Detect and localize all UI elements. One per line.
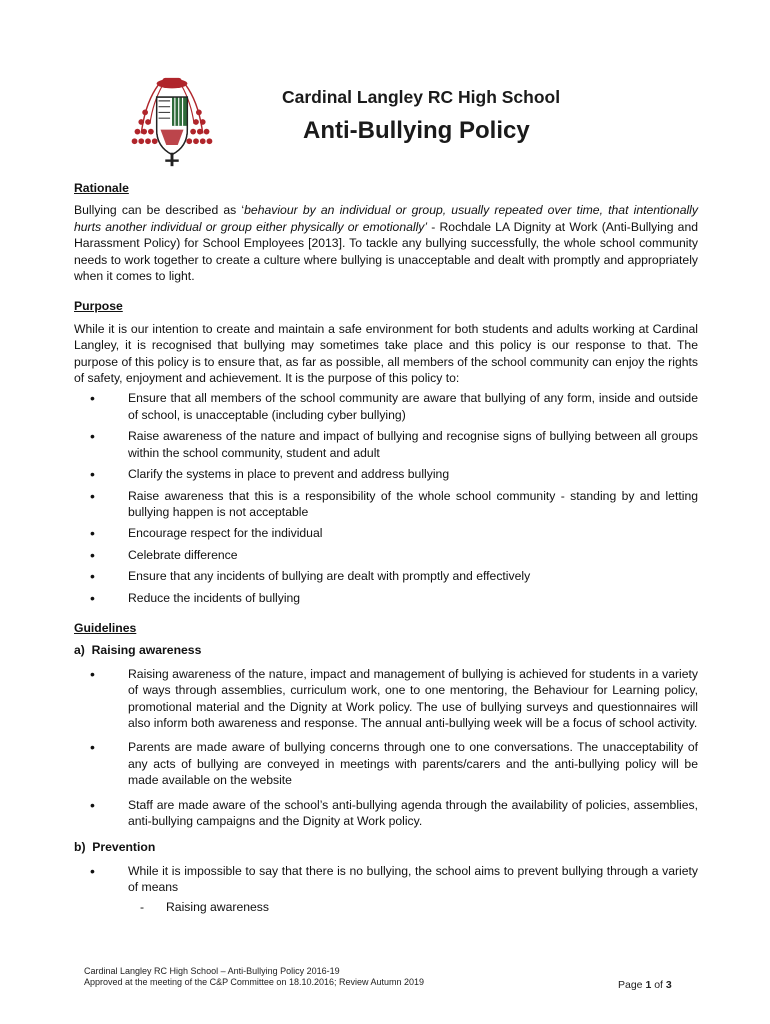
prevention-item-text: While it is impossible to say that there is no bullying, the school aims to prevent bullying through a variety of means	[128, 863, 698, 895]
raising-awareness-heading: a) Raising awareness	[74, 643, 202, 658]
page-current: 1	[645, 979, 652, 991]
list-item	[74, 863, 698, 915]
rationale-intro: Bullying can be described as ‘	[74, 203, 245, 218]
page-label: Page	[618, 979, 643, 991]
prevention-heading: b) Prevention	[74, 840, 156, 855]
list-item: • Staff are made aware of the school’s anti-bullying agenda through the availability of policies, assemblies, anti-bullying campaigns and the Dignity at Work policy.	[74, 797, 698, 830]
purpose-list	[74, 390, 698, 605]
list-item: • Ensure that any incidents of bullying are dealt with promptly and effectively	[74, 568, 698, 584]
sub-list-item: - Raising awareness	[128, 899, 698, 915]
purpose-paragraph: While it is our intention to create and maintain a safe environment for both students and adults working at Cardinal Langley, it is recognised that bullying may sometimes take place and this policy is our response to that. The purpose of this policy is to ensure that, as far as possible, all members of the school community can enjoy the rights of safety, enjoyment and achievement. It is the purpose of this policy to:	[74, 321, 698, 386]
list-item: • Ensure that all members of the school community are aware that bullying of any form, inside and outside of school, is unacceptable (including cyber bullying)	[74, 390, 698, 423]
rationale-rest: - Rochdale LA Dignity at Work (Anti-Bullying and Harassment Policy) for School Employees [2013]. To tackle any bullying successfully, the whole school community needs to work together to create a culture where bullying is unacceptable and dealt with promptly and appropriately when it comes to light.	[74, 219, 698, 284]
list-item: • Reduce the incidents of bullying	[74, 590, 698, 606]
list-item: • Raise awareness that this is a responsibility of the whole school community - standing by and letting bullying happen is not acceptable	[74, 488, 698, 521]
page-footer	[84, 966, 424, 988]
list-item: • Clarify the systems in place to prevent and address bullying	[74, 466, 698, 482]
footer-line-1: Cardinal Langley RC High School – Anti-Bullying Policy 2016-19	[84, 966, 340, 976]
purpose-heading: Purpose	[74, 299, 123, 314]
list-item: • Parents are made aware of bullying concerns through one to one conversations. The unacceptability of any acts of bullying are conveyed in meetings with parents/carers and the anti-bullying policy will be made available on the website	[74, 739, 698, 788]
document-title: Anti-Bullying Policy	[303, 117, 530, 144]
rationale-quote: behaviour by an individual or group, usually repeated over time, that intentionally hurts another individual or group either physically or emotionally’	[74, 203, 698, 234]
list-item: • Raise awareness of the nature and impact of bullying and recognise signs of bullying between all groups within the school community, student and adult	[74, 428, 698, 461]
list-item: • Raising awareness of the nature, impact and management of bullying is achieved for students in a variety of ways through assemblies, curriculum work, one to one mentoring, the Behaviour for Learning policy, promotional material and the Dignity at Work policy. The use of bullying surveys and questionnaires will also inform both awareness and response. The annual anti-bullying week will be a focus of school activity.	[74, 666, 698, 732]
footer-line-2: Approved at the meeting of the C&P Committee on 18.10.2016; Review Autumn 2019	[84, 977, 425, 987]
list-item: • Encourage respect for the individual	[74, 525, 698, 541]
page-number	[618, 979, 672, 991]
page-of: of	[654, 979, 663, 991]
rationale-paragraph	[74, 202, 698, 284]
guidelines-heading: Guidelines	[74, 620, 137, 635]
rationale-heading: Rationale	[74, 181, 129, 195]
raising-awareness-list	[74, 666, 698, 830]
school-crest-logo	[124, 74, 220, 170]
prevention-sublist	[128, 899, 698, 915]
document-body	[74, 180, 698, 925]
list-item: • Celebrate difference	[74, 547, 698, 563]
school-name: Cardinal Langley RC High School	[282, 87, 561, 107]
page-total: 3	[665, 979, 672, 991]
prevention-list	[74, 863, 698, 915]
